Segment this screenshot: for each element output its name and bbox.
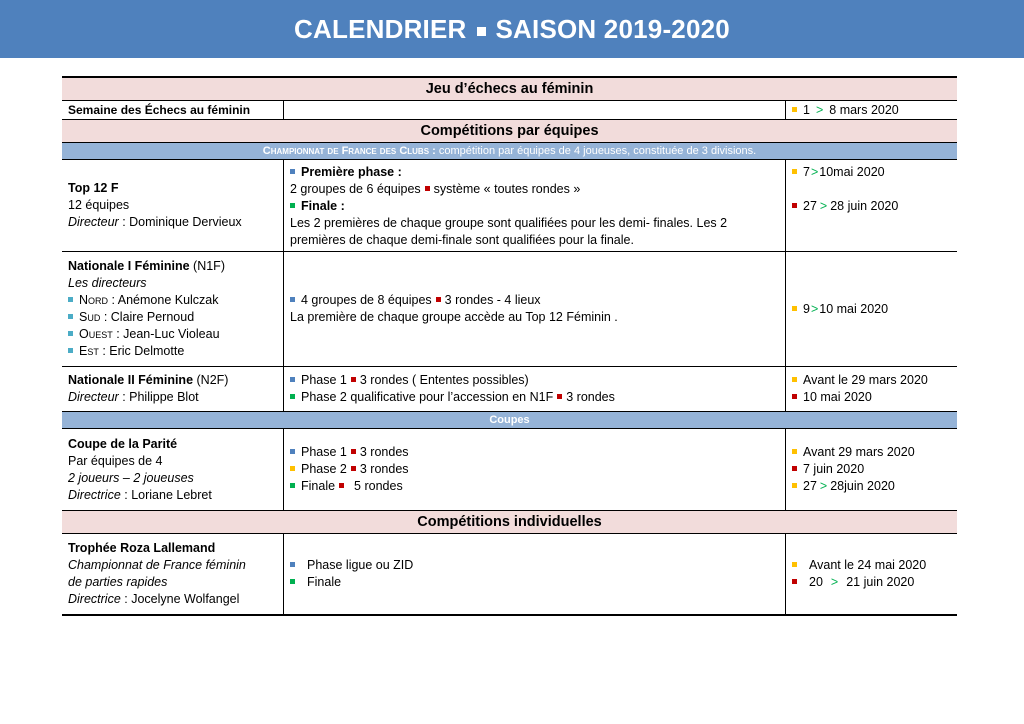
orange-bullet-icon: [792, 107, 797, 112]
top12-finale: Finale :: [290, 198, 779, 215]
n2f-title: Nationale II Féminine (N2F): [68, 373, 229, 387]
top12-teams: 12 équipes: [68, 198, 130, 212]
red-bullet-icon: [351, 377, 356, 382]
calendar-table: [62, 76, 957, 616]
top12-director: Directeur : Dominique Dervieux: [68, 215, 242, 229]
roza-sub2: de parties rapides: [68, 575, 168, 589]
top12-phase1: Première phase :: [290, 164, 779, 181]
orange-bullet-icon: [792, 449, 797, 454]
semaine-label: Semaine des Échecs au féminin: [68, 103, 251, 117]
orange-bullet-icon: [792, 483, 797, 488]
row-semaine: [62, 101, 957, 120]
n1f-director-nord: Nord : Anémone Kulczak: [68, 292, 277, 309]
green-bullet-icon: [290, 483, 295, 488]
lightblue-bullet-icon: [68, 314, 73, 319]
roza-title: Trophée Roza Lallemand: [68, 541, 216, 555]
red-bullet-icon: [557, 394, 562, 399]
banner-title-right: SAISON 2019-2020: [495, 13, 730, 44]
n1f-director-ouest: Ouest : Jean-Luc Violeau: [68, 326, 277, 343]
red-bullet-icon: [792, 394, 797, 399]
section-header-individuelles: Compétitions individuelles: [62, 511, 957, 534]
band-championnat-clubs: Championnat de France des Clubs : compétition par équipes de 4 joueuses, constituée de 3 divisions.: [62, 143, 957, 160]
page-banner: [0, 0, 1024, 58]
parite-phase1: Phase 1 3 rondes: [290, 444, 779, 461]
red-bullet-icon: [792, 466, 797, 471]
top12-date2: 27 > 28 juin 2020: [792, 198, 951, 215]
roza-finale: Finale: [290, 574, 779, 591]
arrow-icon: >: [815, 103, 824, 117]
orange-bullet-icon: [792, 562, 797, 567]
lightblue-bullet-icon: [68, 331, 73, 336]
orange-bullet-icon: [792, 306, 797, 311]
blue-bullet-icon: [290, 377, 295, 382]
parite-finale: Finale 5 rondes: [290, 478, 779, 495]
roza-date2: 20 > 21 juin 2020: [792, 574, 951, 591]
n1f-director-sud: Sud : Claire Pernoud: [68, 309, 277, 326]
parite-date3: 27 > 28juin 2020: [792, 478, 951, 495]
top12-finale-text: Les 2 premières de chaque groupe sont qualifiées pour les demi- finales. Les 2 premières de chaque demi-finale sont qualifiées pour la finale.: [290, 216, 728, 247]
roza-date1: Avant le 24 mai 2020: [792, 557, 951, 574]
n1f-line2: La première de chaque groupe accède au Top 12 Féminin .: [290, 310, 618, 324]
arrow-icon: >: [830, 575, 839, 589]
parite-director: Directrice : Loriane Lebret: [68, 487, 212, 502]
arrow-icon: >: [810, 165, 819, 179]
orange-bullet-icon: [792, 377, 797, 382]
row-roza: [62, 534, 957, 614]
row-parite: [62, 429, 957, 511]
green-bullet-icon: [290, 394, 295, 399]
orange-bullet-icon: [290, 466, 295, 471]
n1f-title: Nationale I Féminine (N1F): [68, 259, 225, 273]
roza-sub1: Championnat de France féminin: [68, 558, 246, 572]
parite-title: Coupe de la Parité: [68, 436, 178, 451]
blue-bullet-icon: [290, 562, 295, 567]
parite-sub1: Par équipes de 4: [68, 453, 163, 468]
n2f-date1: Avant le 29 mars 2020: [792, 372, 951, 389]
red-bullet-icon: [792, 203, 797, 208]
blue-bullet-icon: [290, 169, 295, 174]
parite-phase2: Phase 2 3 rondes: [290, 461, 779, 478]
banner-title-left: CALENDRIER: [294, 13, 467, 44]
section-header-equipes: Compétitions par équipes: [62, 120, 957, 143]
n2f-date2: 10 mai 2020: [792, 389, 951, 406]
n2f-phase1: Phase 1 3 rondes ( Ententes possibles): [290, 372, 779, 389]
red-bullet-icon: [425, 186, 430, 191]
n2f-phase2: Phase 2 qualificative pour l’accession en N1F 3 rondes: [290, 389, 779, 406]
red-bullet-icon: [792, 579, 797, 584]
blue-bullet-icon: [290, 449, 295, 454]
top12-title: Top 12 F: [68, 181, 119, 195]
n1f-director-est: Est : Eric Delmotte: [68, 343, 277, 360]
green-bullet-icon: [290, 203, 295, 208]
parite-date2: 7 juin 2020: [792, 461, 951, 478]
arrow-icon: >: [810, 301, 819, 316]
orange-bullet-icon: [792, 169, 797, 174]
n2f-director: Directeur : Philippe Blot: [68, 390, 199, 404]
top12-date1: 7>10mai 2020: [792, 164, 951, 181]
lightblue-bullet-icon: [68, 348, 73, 353]
section-header-feminin: Jeu d’échecs au féminin: [62, 78, 957, 101]
blue-bullet-icon: [290, 297, 295, 302]
parite-date1: Avant 29 mars 2020: [792, 444, 951, 461]
arrow-icon: >: [819, 479, 828, 493]
top12-groups: 2 groupes de 6 équipes système « toutes rondes »: [290, 182, 581, 196]
band-coupes: Coupes: [62, 412, 957, 429]
semaine-date: 1 > 8 mars 2020: [792, 102, 951, 119]
lightblue-bullet-icon: [68, 297, 73, 302]
roza-phase-ligue: Phase ligue ou ZID: [290, 557, 779, 574]
row-n2f: [62, 367, 957, 412]
red-bullet-icon: [351, 449, 356, 454]
arrow-icon: >: [819, 199, 828, 213]
parite-sub2: 2 joueurs – 2 joueuses: [68, 470, 194, 485]
n1f-date: 9>10 mai 2020: [792, 301, 951, 318]
green-bullet-icon: [290, 579, 295, 584]
square-bullet-icon: [477, 27, 486, 36]
red-bullet-icon: [436, 297, 441, 302]
n1f-line1: 4 groupes de 8 équipes 3 rondes - 4 lieux: [290, 292, 779, 309]
row-top12: [62, 160, 957, 252]
red-bullet-icon: [351, 466, 356, 471]
n1f-directors-label: Les directeurs: [68, 276, 147, 290]
row-n1f: [62, 252, 957, 367]
red-bullet-icon: [339, 483, 344, 488]
roza-director: Directrice : Jocelyne Wolfangel: [68, 592, 240, 606]
